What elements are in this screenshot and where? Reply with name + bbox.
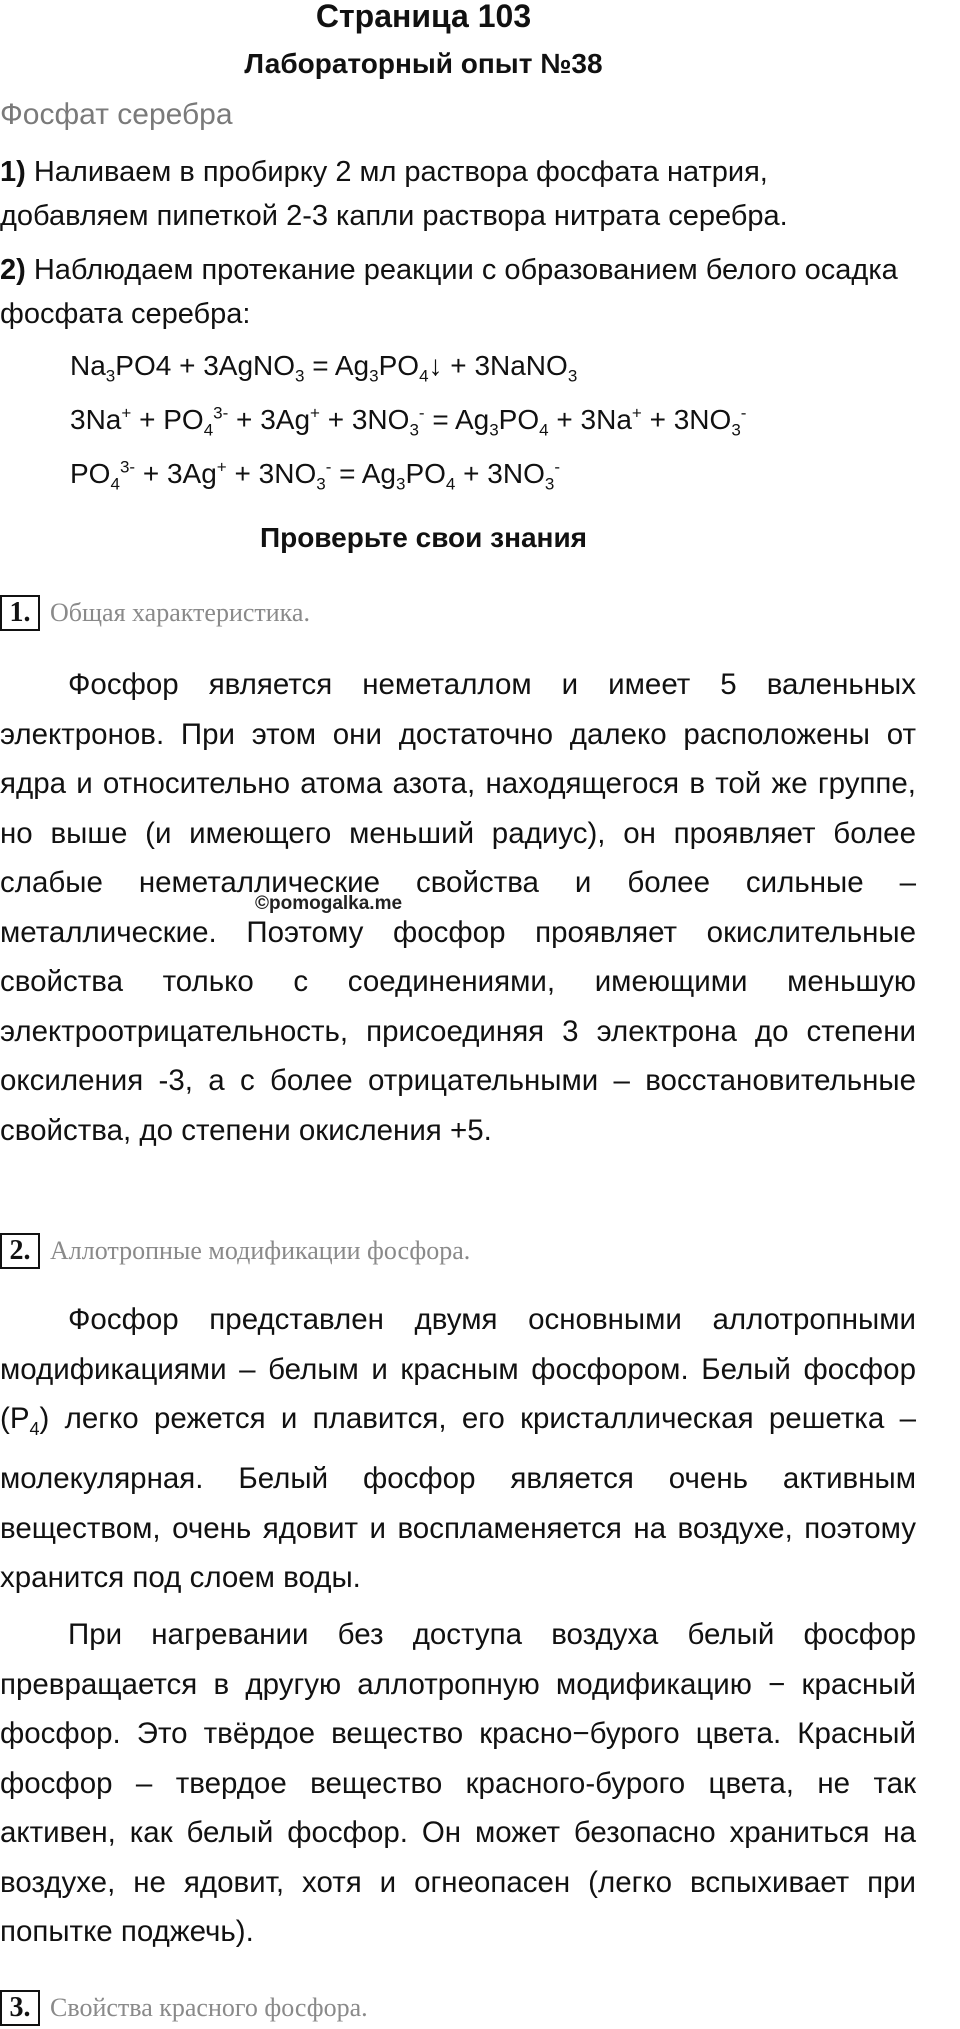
step-1 bbox=[0, 150, 920, 238]
step-2-text: Наблюдаем протекание реакции с образованием белого осадка фосфата серебра: bbox=[0, 254, 898, 330]
question-3-header bbox=[0, 1987, 368, 2029]
lab-title: Лабораторный опыт №38 bbox=[244, 48, 603, 79]
step-1-number: 1) bbox=[0, 156, 26, 188]
equation-molecular: $Na_3PO4$ + 3AgNO$_3$ = $Ag_3PO_4↓$ + 3NaNO$_3$ bbox=[70, 350, 578, 386]
page-title: Страница 103 bbox=[315, 0, 532, 34]
answer-2-paragraph-2: При нагревании без доступа воздуха белый фосфор превращается в другую аллотропную модификацию − красный фосфор. Это твёрдое вещество красно−бурого цвета. Красный фосфор – твердое вещество красного-бурого цвета, не так активен, как белый фосфор. Он может безопасно храниться на воздухе, не ядовит, хотя и огнеопасен (легко вспыхивает при попытке поджечь). bbox=[0, 1618, 916, 1948]
question-2-header bbox=[0, 1230, 470, 1272]
step-1-text: Наливаем в пробирку 2 мл раствора фосфата натрия, добавляем пипеткой 2-3 капли раствора нитрата серебра. bbox=[0, 156, 788, 232]
question-2-number: 2. bbox=[0, 1233, 40, 1269]
question-1-label: Общая характеристика. bbox=[50, 598, 310, 627]
question-2-label: Аллотропные модификации фосфора. bbox=[50, 1236, 471, 1265]
equation-full-ionic: $3Na^+ + PO_4^{3-} + 3Ag^+ + 3NO_3^- = Ag_3PO_4 + 3Na^+ + 3NO_3^-$ bbox=[70, 403, 747, 440]
question-1-header bbox=[0, 592, 310, 634]
answer-1-text: Фосфор является неметаллом и имеет 5 валеньных электронов. При этом они достаточно далеко расположены от ядра и относительно атома азота, находящегося в той же группе, но выше (и имеющего меньший радиус), он проявляет более слабые неметаллические свойства и более сильные – металлические. Поэтому фосфор проявляет окислительные свойства только с соединениями, имеющими меньшую электроотрицательность, присоединяя 3 электрона до степени оксиления -3, а с более отрицательными – восстановительные свойства, до степени окисления +5. bbox=[0, 668, 916, 1147]
question-3-label: Свойства красного фосфора. bbox=[50, 1993, 368, 2022]
section-subtitle: Фосфат серебра bbox=[0, 98, 233, 131]
answer-2-paragraph-1: Фосфор представлен двумя основными аллотропными модификациями – белым и красным фосфором. Белый фосфор $(P_4)$ легко режется и плавится, его кристаллическая решетка – молекулярная. Белый фосфор является очень активным веществом, очень ядовит и воспламеняется на воздухе, поэтому хранится под слоем воды. bbox=[0, 1303, 916, 1595]
question-3-number: 3. bbox=[0, 1990, 40, 2026]
check-knowledge-title: Проверьте свои знания bbox=[259, 522, 588, 553]
step-2-number: 2) bbox=[0, 254, 26, 286]
equation-short-ionic: $PO_4^{3-} + 3Ag^+ + 3NO_3^- = Ag_3PO_4 + 3NO_3^-$ bbox=[70, 457, 561, 494]
question-1-number: 1. bbox=[0, 595, 40, 631]
watermark: ©pomogalka.me bbox=[255, 893, 403, 914]
precipitate-arrow-icon: ↓ bbox=[428, 350, 443, 381]
step-2 bbox=[0, 248, 920, 336]
